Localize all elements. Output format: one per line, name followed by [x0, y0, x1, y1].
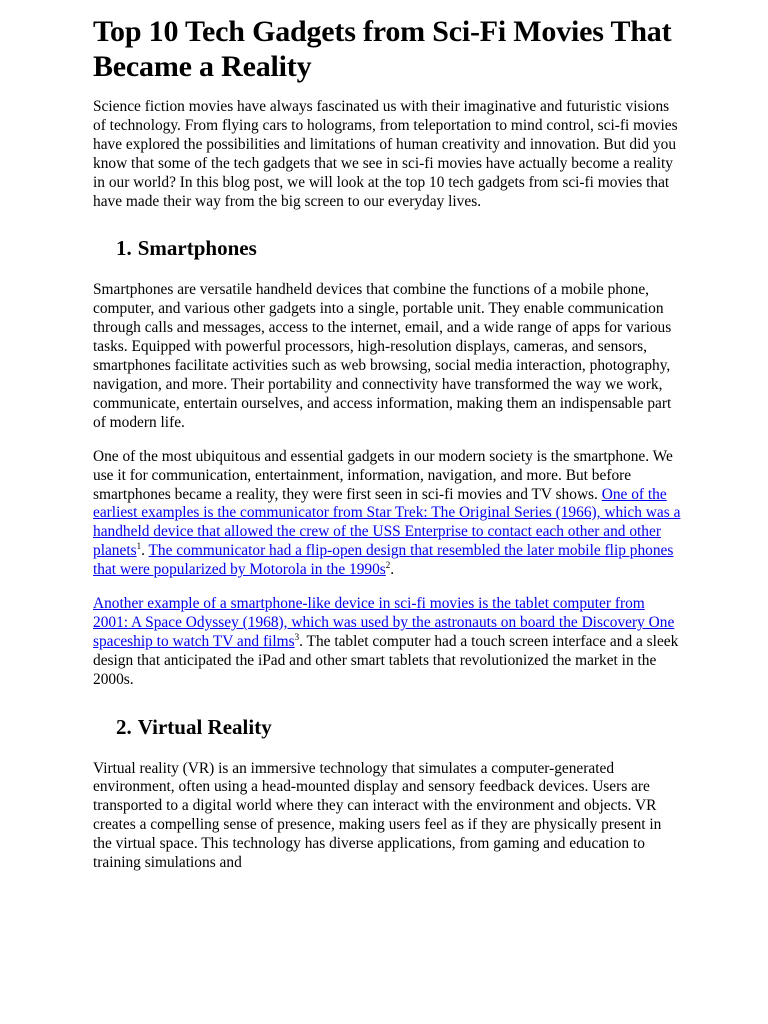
- section-heading-virtual-reality: [116, 714, 681, 740]
- page-title: Top 10 Tech Gadgets from Sci-Fi Movies That Became a Reality: [93, 15, 672, 83]
- tablet-computer-link[interactable]: Another example of a smartphone-like device in sci-fi movies is the tablet computer from 2001: A Space Odyssey (1968), which was used by the astronauts on board the Discovery One spaceship to watch TV and films: [93, 595, 675, 650]
- section-title: Smartphones: [137, 236, 257, 261]
- virtual-reality-paragraph-1: Virtual reality (VR) is an immersive technology that simulates a computer-generated environment, often using a head-mounted display and sensory feedback devices. Users are transported to a digital world where they can interact with the environment and objects. VR creates a compelling sense of presence, making users feel as if they are physically present in the virtual space. This technology has diverse applications, from gaming and education to training simulations and: [93, 759, 662, 872]
- smartphones-paragraph-1: Smartphones are versatile handheld devices that combine the functions of a mobile phone, computer, and various other gadgets into a single, portable unit. They enable communication through calls and messages, access to the internet, email, and a wide range of apps for various tasks. Equipped with powerful processors, high-resolution displays, cameras, and sensors, smartphones facilitate activities such as web browsing, social media interaction, photography, navigation, and more. Their portability and connectivity have transformed the way we work, communicate, entertain ourselves, and access information, making them an indispensable part of modern life.: [93, 281, 672, 431]
- flip-phone-link[interactable]: The communicator had a flip-open design that resembled the later mobile flip phones that were popularized by Motorola in the 1990s: [93, 542, 674, 579]
- section-title: Virtual Reality: [137, 714, 272, 739]
- smartphones-paragraph-3: [93, 595, 681, 690]
- document-page: [93, 14, 681, 888]
- communicator-link[interactable]: One of the earliest examples is the communicator from Star Trek: The Original Series (1966), which was a handheld device that allowed the crew of the USS Enterprise to contact each other and other planets: [93, 485, 681, 560]
- footnote-ref-1[interactable]: 1: [136, 541, 142, 552]
- section-heading-smartphones: [116, 235, 681, 261]
- smartphones-paragraph-2: [93, 448, 681, 580]
- paragraph-text: .: [390, 561, 395, 579]
- paragraph-text: .: [141, 542, 149, 560]
- intro-paragraph: Science fiction movies have always fascinated us with their imaginative and futuristic visions of technology. From flying cars to holograms, from teleportation to mind control, sci-fi movies have explored the possibilities and limitations of human creativity and innovation. But did you know that some of the tech gadgets that we see in sci-fi movies have actually become a reality in our world? In this blog post, we will look at the top 10 tech gadgets from sci-fi movies that have made their way from the big screen to our everyday lives.: [93, 98, 678, 210]
- footnote-ref-2[interactable]: 2: [385, 560, 391, 570]
- section-number: 2.: [116, 714, 132, 739]
- paragraph-text: . The tablet computer had a touch screen interface and a sleek design that anticipated the iPad and other smart tablets that revolutionized the market in the 2000s.: [93, 632, 679, 688]
- footnote-ref-3[interactable]: 3: [294, 631, 300, 642]
- paragraph-text: One of the most ubiquitous and essential gadgets in our modern society is the smartphone. We use it for communication, entertainment, information, navigation, and more. But before smartphones became a reality, they were first seen in sci-fi movies and TV shows.: [93, 447, 673, 503]
- section-number: 1.: [116, 236, 132, 261]
